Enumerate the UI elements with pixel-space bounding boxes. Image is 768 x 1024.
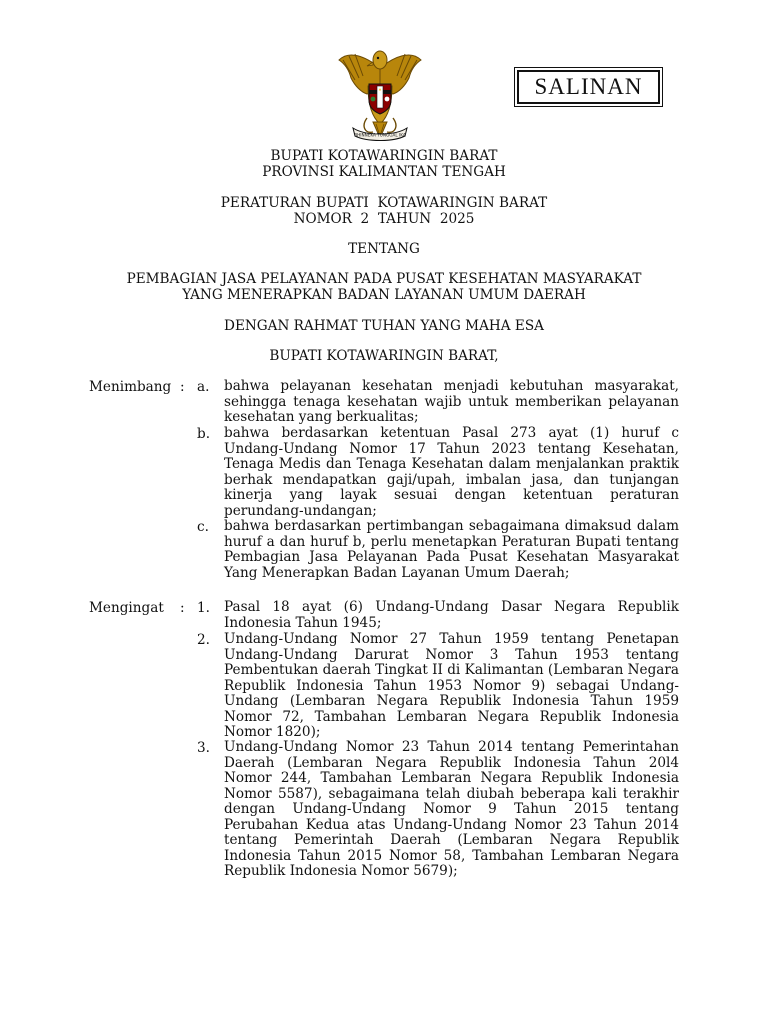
menimbang-label: Menimbang xyxy=(89,379,172,395)
menimbang-clause-c: bahwa berdasarkan pertimbangan sebagaimana dimaksud dalam huruf a dan huruf b, perlu menetapkan Peraturan Bupati tentang Pembagian Jasa Pelayanan Pada Pusat Kesehatan Masyarakat Yang Menerapkan Badan Layanan Umum Daerah; xyxy=(224,518,679,581)
mengingat-label: Mengingat xyxy=(89,600,164,616)
menimbang-marker-c: c. xyxy=(197,519,209,535)
subject-heading xyxy=(0,271,768,303)
mengingat-clause-1: Pasal 18 ayat (6) Undang-Undang Dasar Negara Republik Indonesia Tahun 1945; xyxy=(224,599,679,631)
menimbang-clause-b: bahwa berdasarkan ketentuan Pasal 273 ayat (1) huruf c Undang-Undang Nomor 17 Tahun 2023 tentang Kesehatan, Tenaga Medis dan Tenaga Kesehatan dalam menjalankan praktik berhak mendapatkan gaji/upah, imbalan jasa, dan tunjangan kinerja yang layak sesuai dengan ketentuan peraturan perundang-undangan; xyxy=(224,425,679,519)
issuer-heading xyxy=(0,148,768,180)
mengingat-marker-2: 2. xyxy=(197,632,210,648)
emblem-motto: BHINNEKA TUNGGAL IKA xyxy=(354,132,406,138)
regulation-number: NOMOR 2 TAHUN 2025 xyxy=(293,211,475,227)
regulation-title: PERATURAN BUPATI KOTAWARINGIN BARAT xyxy=(220,195,548,211)
mengingat-marker-1: 1. xyxy=(197,600,210,616)
invocation: DENGAN RAHMAT TUHAN YANG MAHA ESA xyxy=(224,318,544,334)
mengingat-clause-3: Undang-Undang Nomor 23 Tahun 2014 tentang Pemerintahan Daerah (Lembaran Negara Republik Indonesia Tahun 20l4 Nomor 244, Tambahan Lembaran Negara Republik Indonesia Nomor 5587), sebagaimana telah diubah beberapa kali terakhir dengan Undang-Undang Nomor 9 Tahun 2015 tentang Perubahan Kedua atas Undang-Undang Nomor 23 Tahun 2014 tentang Pemerintah Daerah (Lembaran Negara Republik Indonesia Tahun 2015 Nomor 58, Tambahan Lembaran Negara Republik Indonesia Nomor 5679); xyxy=(224,739,679,879)
mengingat-colon: : xyxy=(180,600,185,616)
subject-line-1: PEMBAGIAN JASA PELAYANAN PADA PUSAT KESEHATAN MASYARAKAT xyxy=(126,271,642,287)
menimbang-clause-a: bahwa pelayanan kesehatan menjadi kebutuhan masyarakat, sehingga tenaga kesehatan wajib untuk memberikan pelayanan kesehatan yang berkualitas; xyxy=(224,378,679,425)
garuda-pancasila-emblem-icon xyxy=(335,46,425,142)
issuer-title: BUPATI KOTAWARINGIN BARAT xyxy=(270,148,498,164)
menimbang-marker-b: b. xyxy=(197,426,211,442)
province-title: PROVINSI KALIMANTAN TENGAH xyxy=(262,164,506,180)
menimbang-colon: : xyxy=(180,379,185,395)
menimbang-marker-a: a. xyxy=(197,379,210,395)
mengingat-marker-3: 3. xyxy=(197,740,210,756)
regulation-heading xyxy=(0,195,768,227)
mengingat-clause-2: Undang-Undang Nomor 27 Tahun 1959 tentang Penetapan Undang-Undang Darurat Nomor 3 Tahun 1953 tentang Pembentukan daerah Tingkat II di Kalimantan (Lembaran Negara Republik Indonesia Tahun 1953 Nomor 9) sebagai Undang-Undang (Lembaran Negara Republik Indonesia Tahun 1959 Nomor 72, Tambahan Lembaran Negara Republik Indonesia Nomor 1820); xyxy=(224,631,680,740)
salinan-stamp: SALINAN xyxy=(517,70,660,104)
about-heading: TENTANG xyxy=(348,241,420,257)
subject-line-2: YANG MENERAPKAN BADAN LAYANAN UMUM DAERAH xyxy=(182,287,586,303)
regent-title: BUPATI KOTAWARINGIN BARAT, xyxy=(269,348,499,364)
